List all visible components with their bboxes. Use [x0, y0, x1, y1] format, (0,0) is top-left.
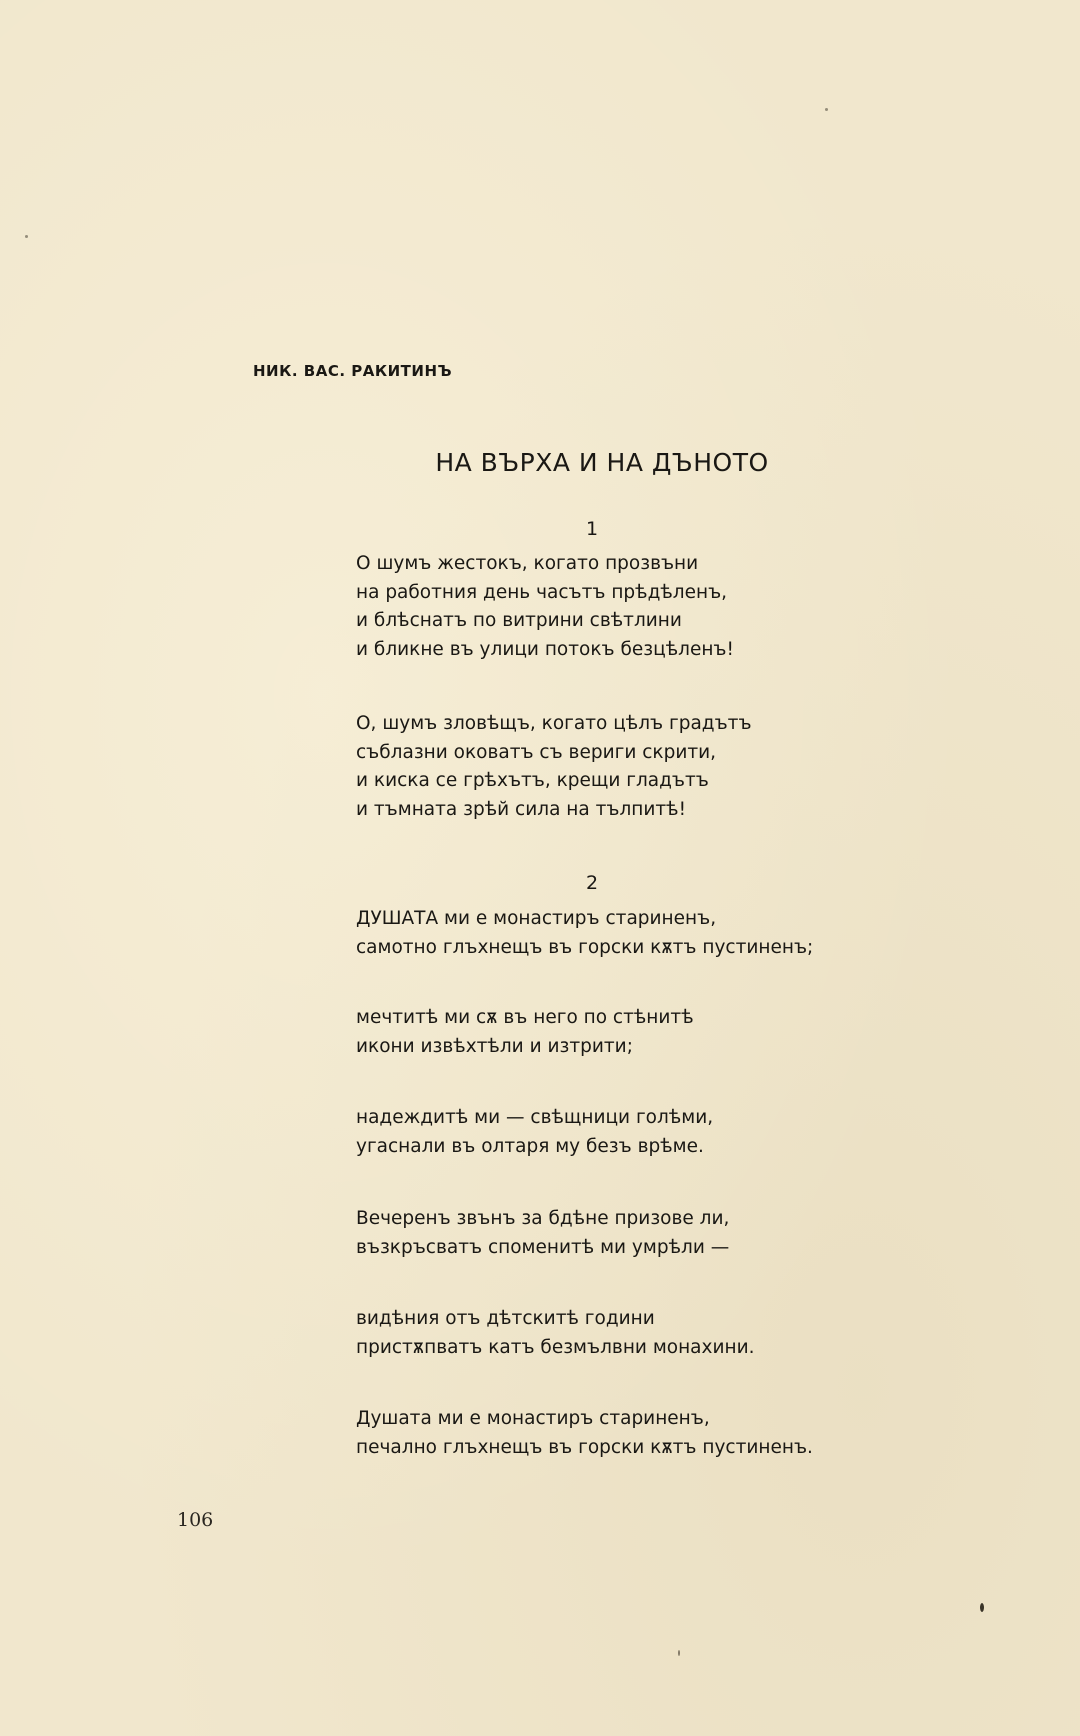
poem-line: на работния день часътъ прѣдѣленъ,: [356, 581, 728, 603]
poem-line: и блѣснатъ по витрини свѣтлини: [356, 610, 682, 631]
ink-speck: [980, 1603, 984, 1612]
author-name: НИК. ВАС. РАКИТИНЪ: [253, 362, 453, 380]
ink-speck: [25, 235, 28, 238]
poem-line: самотно глъхнещъ въ горски кѫтъ пустиненъ;: [356, 936, 814, 958]
poem-line: О, шумъ зловѣщъ, когато цѣлъ градътъ: [356, 713, 752, 734]
stanza: [356, 1104, 713, 1161]
reverse-side-bleedthrough: [180, 135, 960, 160]
poem-line: ДУШАТА ми е монастиръ стариненъ,: [356, 908, 717, 929]
poem-line: надеждитѣ ми — свѣщници голѣми,: [356, 1107, 714, 1128]
ink-speck: [678, 1650, 680, 1656]
section-number-2: 2: [586, 872, 599, 894]
stanza: [356, 1004, 694, 1061]
poem-line: печално глъхнещъ въ горски кѫтъ пустиненъ.: [356, 1436, 813, 1458]
poem-line: и тъмната зрѣй сила на тълпитѣ!: [356, 798, 687, 820]
poem-line: Душата ми е монастиръ стариненъ,: [356, 1408, 710, 1429]
poem-line: съблазни оковатъ съ вериги скрити,: [356, 741, 717, 763]
poem-line: угаснали въ олтаря му безъ врѣме.: [356, 1135, 704, 1157]
page-number: 106: [177, 1509, 214, 1531]
section-number-1: 1: [586, 518, 599, 540]
poem-line: и бликне въ улици потокъ безцѣленъ!: [356, 638, 734, 660]
poem-line: и киска се грѣхътъ, крещи гладътъ: [356, 770, 709, 791]
stanza: [356, 905, 813, 962]
stanza: [356, 550, 734, 664]
poem-line: мечтитѣ ми сѫ въ него по стѣнитѣ: [356, 1007, 694, 1028]
poem-line: възкръсватъ споменитѣ ми умрѣли —: [356, 1236, 730, 1258]
poem-line: О шумъ жестокъ, когато прозвъни: [356, 553, 699, 574]
poem-title: НА ВЪРХА И НА ДЪНОТО: [435, 448, 769, 477]
poem-line: пристѫпватъ катъ безмълвни монахини.: [356, 1336, 755, 1358]
stanza: [356, 1405, 813, 1462]
poem-line: Вечеренъ звънъ за бдѣне призове ли,: [356, 1208, 730, 1229]
stanza: [356, 1205, 729, 1262]
stanza: [356, 1305, 755, 1362]
poem-line: видѣния отъ дѣтскитѣ години: [356, 1308, 655, 1329]
poem-line: икони извѣхтѣли и изтрити;: [356, 1035, 633, 1057]
ink-speck: [825, 108, 828, 111]
stanza: [356, 710, 752, 824]
